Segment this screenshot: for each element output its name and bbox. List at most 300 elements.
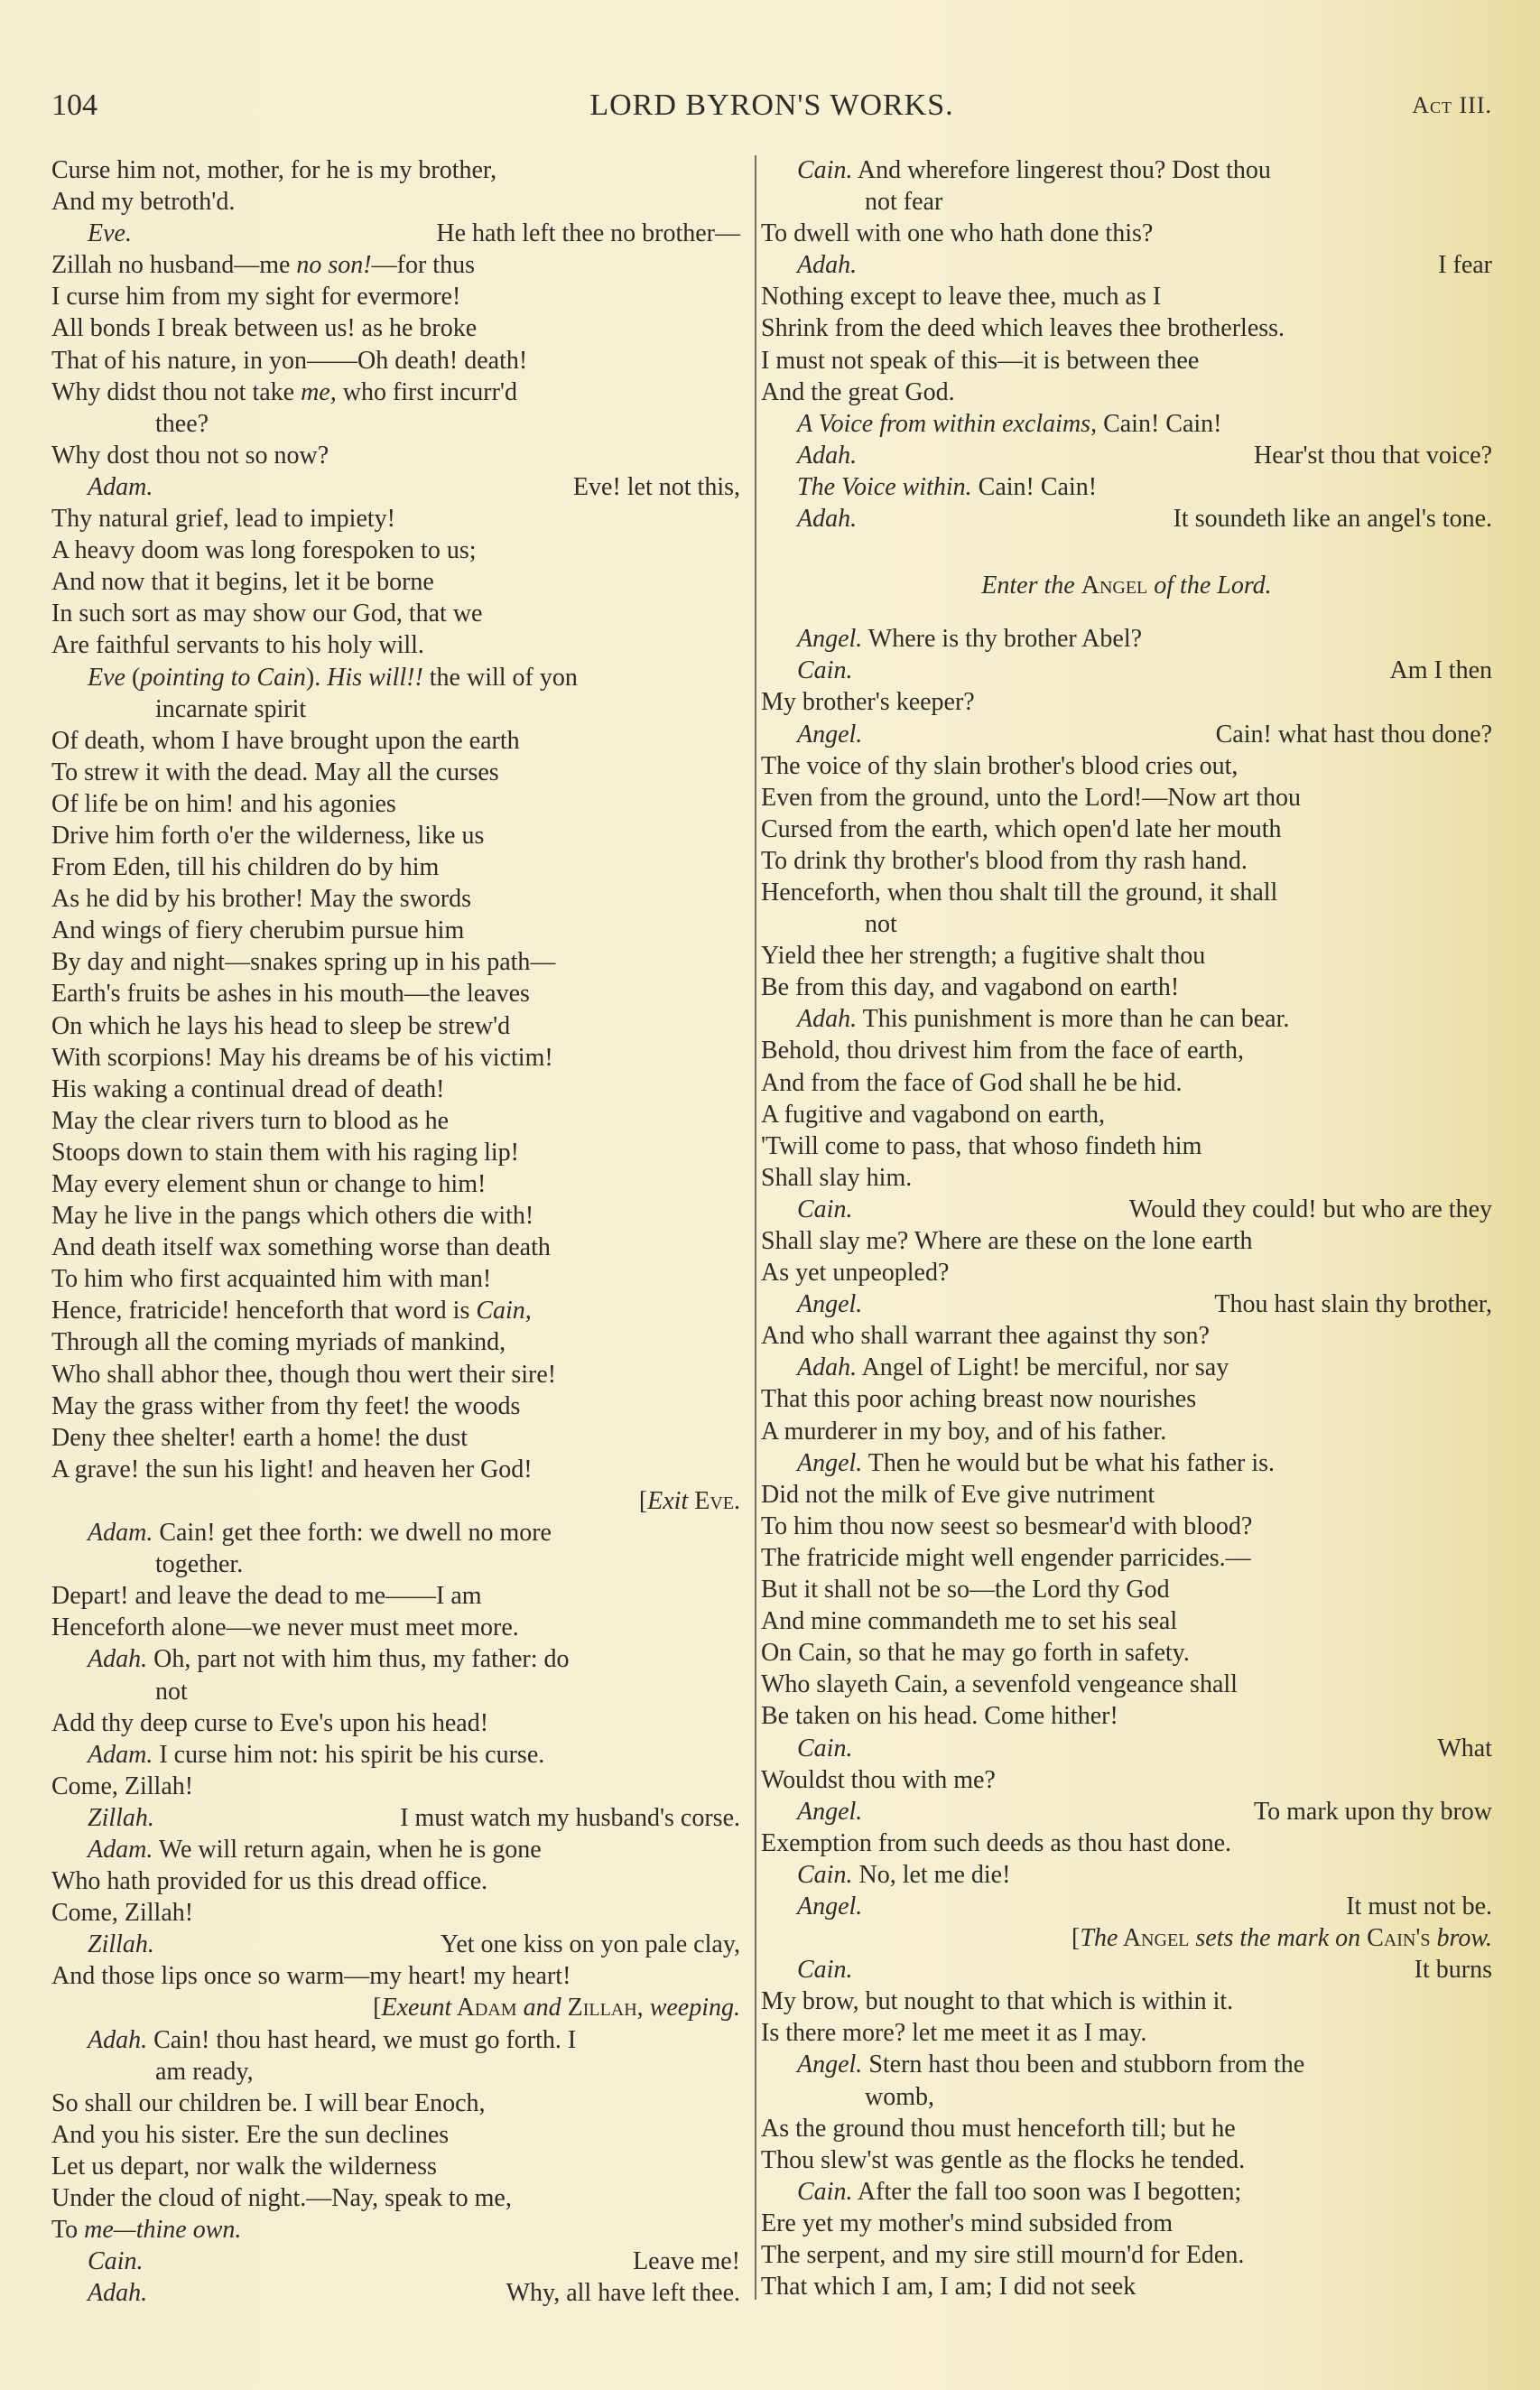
verse-line xyxy=(761,940,1492,972)
text-segment: Would they could! but who are they xyxy=(1128,1195,1492,1223)
text-segment: So shall our children be. I will bear Enoch, xyxy=(51,2088,486,2117)
text-segment: We will return again, when he is gone xyxy=(153,1835,542,1864)
verse-line xyxy=(761,1194,1492,1225)
verse-line xyxy=(761,2144,1492,2176)
text-segment: And my betroth'd. xyxy=(51,188,236,217)
verse-line xyxy=(761,2113,1492,2144)
text-segment: I curse him not: his spirit be his curse. xyxy=(153,1740,545,1769)
speech-text xyxy=(400,1802,740,1834)
text-segment: Add thy deep curse to Eve's upon his head! xyxy=(51,1708,489,1737)
text-segment: Cursed from the earth, which open'd late her mouth xyxy=(761,814,1282,843)
verse-line xyxy=(51,1612,740,1643)
text-segment: Cain! thou hast heard, we must go forth. I xyxy=(147,2025,577,2054)
right-column xyxy=(761,154,1492,2302)
verse-line xyxy=(761,1796,1492,1827)
left-column xyxy=(51,154,740,2309)
text-segment: Depart! and leave the dead to me——I am xyxy=(51,1582,482,1611)
verse-line xyxy=(51,2277,740,2309)
text-segment: Come, Zillah! xyxy=(51,1772,194,1800)
verse-line xyxy=(51,1960,740,1992)
text-segment: Exemption from such deeds as thou hast done. xyxy=(761,1828,1232,1857)
text-segment: To xyxy=(51,2216,85,2245)
verse-line xyxy=(51,2214,740,2246)
text-segment: I must watch my husband's corse. xyxy=(400,1803,740,1832)
verse-line xyxy=(51,2119,740,2151)
verse-line xyxy=(51,2024,740,2056)
speaker-name: Angel. xyxy=(797,625,863,654)
text-segment: Enter the xyxy=(981,572,1081,600)
speaker-name: Adam. xyxy=(88,1740,153,1769)
text-segment: On which he lays his head to sleep be strew'd xyxy=(51,1011,511,1040)
verse-line xyxy=(51,1739,740,1771)
verse-line xyxy=(51,2246,740,2277)
verse-line xyxy=(761,623,1492,655)
text-segment: Eve. xyxy=(688,1486,740,1515)
text-segment: Who shall abhor thee, though thou wert their sire! xyxy=(51,1360,557,1389)
verse-line xyxy=(761,2239,1492,2271)
text-segment: That this poor aching breast now nourishes xyxy=(761,1385,1197,1414)
text-segment: am ready, xyxy=(155,2057,254,2086)
verse-line xyxy=(761,1162,1492,1194)
speech-text xyxy=(1438,249,1492,281)
text-segment: —for thus xyxy=(371,251,475,280)
verse-line xyxy=(51,1168,740,1200)
text-segment: Cain! Cain! xyxy=(971,472,1098,501)
stage-direction xyxy=(51,1992,740,2023)
text-segment: This punishment is more than he can bear. xyxy=(857,1005,1290,1034)
verse-line xyxy=(51,1929,740,1960)
verse-line xyxy=(761,750,1492,782)
verse-line xyxy=(761,1067,1492,1099)
text-segment: By day and night—snakes spring up in his path— xyxy=(51,948,556,977)
text-segment: And the great God. xyxy=(761,377,955,406)
text-segment: And who shall warrant thee against thy son? xyxy=(761,1322,1210,1351)
text-segment: I must not speak of this—it is between thee xyxy=(761,346,1200,375)
text-segment: Thy natural grief, lead to impiety! xyxy=(51,505,395,534)
text-segment: All bonds I break between us! as he broke xyxy=(51,314,478,343)
verse-line xyxy=(761,655,1492,686)
text-segment: Of death, whom I have brought upon the earth xyxy=(51,726,520,755)
section-label: Act III. xyxy=(1412,92,1492,118)
text-segment: and xyxy=(523,1994,561,2023)
text-segment: Why dost thou not so now? xyxy=(51,441,329,470)
speaker-name: Cain. xyxy=(797,156,853,184)
text-segment: Under the cloud of night.—Nay, speak to me, xyxy=(51,2184,512,2212)
text-segment: To drink thy brother's blood from thy rash hand. xyxy=(761,846,1248,875)
text-segment: It must not be. xyxy=(1346,1892,1492,1920)
text-segment: And from the face of God shall he be hid. xyxy=(761,1068,1183,1097)
text-segment: As he did by his brother! May the swords xyxy=(51,885,472,914)
text-segment: sets the mark on xyxy=(1195,1924,1361,1953)
text-segment: The voice of thy slain brother's blood cries out, xyxy=(761,751,1238,780)
verse-line xyxy=(761,1985,1492,2017)
speech-text xyxy=(1254,440,1492,471)
verse-line xyxy=(51,725,740,757)
verse-line xyxy=(51,757,740,788)
text-segment: Eve! let not this, xyxy=(572,472,740,501)
verse-line xyxy=(761,1827,1492,1859)
text-segment: Adam xyxy=(451,1994,524,2023)
verse-line xyxy=(51,1074,740,1105)
verse-line xyxy=(761,877,1492,908)
speech-text xyxy=(1216,719,1492,750)
verse-line xyxy=(51,1517,740,1548)
text-segment: He hath left thee no brother— xyxy=(436,219,740,248)
text-segment: the will of yon xyxy=(422,663,578,692)
text-segment: Where is thy brother Abel? xyxy=(862,625,1143,654)
text-segment: No, let me die! xyxy=(852,1860,1011,1889)
text-segment: Through all the coming myriads of mankind, xyxy=(51,1328,506,1357)
verse-line xyxy=(761,1605,1492,1637)
speaker-name: Cain. xyxy=(797,1956,853,1985)
text-segment: Hear'st thou that voice? xyxy=(1254,441,1492,470)
text-segment: What xyxy=(1437,1734,1492,1762)
text-segment: As the ground thou must henceforth till; but he xyxy=(761,2114,1236,2143)
verse-line xyxy=(51,566,740,598)
text-segment: Yet one kiss on yon pale clay, xyxy=(440,1930,740,1959)
text-segment: Am I then xyxy=(1389,656,1492,685)
text-segment: of the Lord. xyxy=(1147,572,1272,600)
verse-line xyxy=(761,1130,1492,1162)
verse-line xyxy=(761,1764,1492,1796)
text-segment: together. xyxy=(155,1550,244,1579)
verse-line xyxy=(761,2081,1492,2113)
verse-line xyxy=(51,377,740,408)
speaker-name: Adah. xyxy=(797,1005,858,1034)
text-segment: The serpent, and my sire still mourn'd for Eden. xyxy=(761,2241,1245,2269)
verse-line xyxy=(51,2151,740,2182)
speaker-name: Adah. xyxy=(797,441,858,470)
verse-line xyxy=(51,693,740,725)
text-segment: womb, xyxy=(865,2082,934,2111)
speaker-name: Cain. xyxy=(797,2177,853,2206)
speaker-name: Cain. xyxy=(797,656,853,685)
verse-line xyxy=(761,154,1492,186)
text-segment: Henceforth alone—we never must meet more. xyxy=(51,1613,519,1642)
verse-line xyxy=(761,2271,1492,2302)
text-segment: Why didst thou not take xyxy=(51,377,302,406)
verse-line xyxy=(51,1105,740,1137)
speaker-name: Adah. xyxy=(88,1645,148,1674)
verse-line xyxy=(51,345,740,377)
text-segment: That which I am, I am; I did not seek xyxy=(761,2273,1136,2302)
speaker-name: Cain. xyxy=(88,2247,144,2276)
running-header xyxy=(51,88,1492,128)
text-segment: Be taken on his head. Come hither! xyxy=(761,1702,1118,1731)
speaker-name: Adah. xyxy=(797,1353,858,1382)
text-segment: And wherefore lingerest thou? Dost thou xyxy=(852,156,1271,184)
verse-line xyxy=(51,2182,740,2214)
speaker-name: Eve. xyxy=(88,219,132,248)
text-segment: no son! xyxy=(296,251,372,280)
verse-line xyxy=(761,218,1492,249)
text-segment: That of his nature, in yon——Oh death! death! xyxy=(51,346,528,375)
text-segment: May he live in the pangs which others die with! xyxy=(51,1202,534,1231)
verse-line xyxy=(51,1707,740,1739)
text-segment: Cain's xyxy=(1360,1924,1437,1953)
verse-line xyxy=(51,1865,740,1897)
verse-line xyxy=(761,1859,1492,1891)
verse-line xyxy=(761,1003,1492,1035)
text-segment: And you his sister. Ere the sun declines xyxy=(51,2120,450,2149)
stage-direction xyxy=(761,570,1492,601)
text-segment: me, xyxy=(301,377,337,406)
speaker-name: Angel. xyxy=(797,1448,863,1477)
text-segment: not xyxy=(155,1677,188,1706)
text-segment: Did not the milk of Eve give nutriment xyxy=(761,1480,1155,1509)
text-segment: thee? xyxy=(155,409,209,438)
text-segment: Hence, fratricide! henceforth that word is xyxy=(51,1297,477,1325)
verse-line xyxy=(51,883,740,915)
text-segment: incarnate spirit xyxy=(155,694,307,723)
verse-line xyxy=(51,1137,740,1168)
speaker-name: Angel. xyxy=(797,1290,863,1319)
verse-line xyxy=(51,1010,740,1042)
text-segment: Cain! Cain! xyxy=(1097,409,1222,438)
verse-line xyxy=(761,1954,1492,1985)
verse-line xyxy=(51,1580,740,1612)
speaker-name: Cain. xyxy=(797,1195,853,1223)
verse-line xyxy=(761,281,1492,312)
verse-line xyxy=(51,2056,740,2088)
verse-line xyxy=(51,1295,740,1326)
text-segment: Angel xyxy=(1081,572,1148,600)
verse-line xyxy=(761,1733,1492,1764)
speaker-name: Adam. xyxy=(88,1835,153,1864)
text-segment: Of life be on him! and his agonies xyxy=(51,789,396,818)
text-segment: Exit xyxy=(647,1486,689,1515)
verse-line xyxy=(51,218,740,249)
text-segment: not fear xyxy=(865,188,943,217)
text-segment: Yield thee her strength; a fugitive shalt thou xyxy=(761,942,1206,971)
text-segment: Curse him not, mother, for he is my brother, xyxy=(51,156,497,184)
text-segment: Zillah, xyxy=(561,1994,650,2023)
verse-line xyxy=(761,408,1492,440)
text-segment: As yet unpeopled? xyxy=(761,1259,950,1288)
text-segment: With scorpions! May his dreams be of his victim! xyxy=(51,1043,553,1072)
verse-line xyxy=(51,978,740,1009)
text-segment: My brother's keeper? xyxy=(761,688,975,717)
verse-line xyxy=(761,719,1492,750)
verse-line xyxy=(51,946,740,978)
verse-line xyxy=(51,503,740,535)
speech-text xyxy=(573,471,740,503)
text-segment: Even from the ground, unto the Lord!—Now art thou xyxy=(761,783,1301,812)
verse-line xyxy=(761,845,1492,877)
speech-text xyxy=(1254,1796,1492,1827)
text-segment: The xyxy=(1080,1924,1118,1953)
verse-line xyxy=(761,249,1492,281)
text-segment: I fear xyxy=(1438,251,1492,280)
speech-text xyxy=(1346,1891,1492,1922)
speaker-name: Adam. xyxy=(88,472,153,501)
text-segment: And wings of fiery cherubim pursue him xyxy=(51,916,465,945)
verse-line xyxy=(761,2208,1492,2239)
verse-line xyxy=(761,471,1492,503)
text-segment: Shall slay me? Where are these on the lone earth xyxy=(761,1227,1253,1255)
verse-line xyxy=(761,1700,1492,1732)
text-segment: A heavy doom was long forespoken to us; xyxy=(51,536,477,565)
speech-text xyxy=(1174,503,1492,535)
verse-line xyxy=(51,1548,740,1580)
stage-direction xyxy=(761,1922,1492,1954)
verse-line xyxy=(51,154,740,186)
text-segment: His will!! xyxy=(327,663,423,692)
text-segment: Stern hast thou been and stubborn from the xyxy=(862,2051,1305,2079)
verse-line xyxy=(761,908,1492,940)
text-segment: who first incurr'd xyxy=(336,377,517,406)
verse-line xyxy=(51,788,740,820)
verse-line xyxy=(761,1637,1492,1669)
speech-text xyxy=(633,2246,740,2277)
verse-line xyxy=(761,1669,1492,1700)
verse-line xyxy=(51,662,740,693)
text-segment: But it shall not be so—the Lord thy God xyxy=(761,1576,1170,1604)
verse-line xyxy=(761,1225,1492,1257)
verse-line xyxy=(51,1263,740,1295)
verse-line xyxy=(51,186,740,218)
text-segment: Zillah no husband—me xyxy=(51,251,297,280)
verse-line xyxy=(761,312,1492,344)
speaker-name: Adam. xyxy=(88,1519,153,1548)
speaker-name: Adah. xyxy=(797,251,858,280)
page-number: 104 xyxy=(51,88,97,122)
text-segment: A murderer in my boy, and of his father. xyxy=(761,1417,1167,1446)
text-segment: Cain! get thee forth: we dwell no more xyxy=(153,1519,552,1548)
verse-line xyxy=(761,972,1492,1003)
speaker-name: Cain. xyxy=(797,1734,853,1762)
verse-line xyxy=(761,345,1492,377)
verse-line xyxy=(761,782,1492,814)
speaker-name: Angel. xyxy=(797,2051,863,2079)
verse-line xyxy=(761,686,1492,718)
text-segment: Cain, xyxy=(476,1297,532,1325)
verse-line xyxy=(761,186,1492,218)
text-segment: The fratricide might well engender parricides.— xyxy=(761,1543,1251,1572)
text-segment: And mine commandeth me to set his seal xyxy=(761,1607,1178,1636)
running-title: LORD BYRON'S WORKS. xyxy=(589,88,954,122)
text-segment: Nothing except to leave thee, much as I xyxy=(761,283,1162,312)
speaker-name: A Voice from within exclaims, xyxy=(797,409,1098,438)
verse-line xyxy=(761,814,1492,845)
text-segment: Earth's fruits be ashes in his mouth—the leaves xyxy=(51,980,530,1009)
text-segment: It soundeth like an angel's tone. xyxy=(1173,505,1492,534)
text-segment: Exeunt xyxy=(381,1994,452,2023)
text-segment: Then he would but be what his father is. xyxy=(862,1448,1276,1477)
verse-line xyxy=(51,408,740,440)
verse-line xyxy=(51,249,740,281)
verse-line xyxy=(51,1422,740,1454)
text-segment: To him thou now seest so besmear'd with blood? xyxy=(761,1511,1253,1540)
verse-line xyxy=(51,629,740,661)
verse-line xyxy=(51,1802,740,1834)
speech-text xyxy=(441,1929,740,1960)
text-segment: me—thine own. xyxy=(84,2216,242,2245)
text-segment: not xyxy=(865,910,897,939)
text-segment: A fugitive and vagabond on earth, xyxy=(761,1100,1106,1129)
speaker-name: Adah. xyxy=(88,2279,148,2308)
speaker-name: Eve xyxy=(88,663,125,692)
speaker-name: Zillah. xyxy=(88,1803,154,1832)
verse-line xyxy=(51,1232,740,1263)
verse-line xyxy=(761,1447,1492,1479)
verse-line xyxy=(761,1416,1492,1447)
column-divider xyxy=(755,155,756,2300)
speech-text xyxy=(1389,655,1492,686)
verse-line xyxy=(51,312,740,344)
verse-line xyxy=(761,2049,1492,2080)
verse-line xyxy=(51,1042,740,1074)
text-segment: Angel of Light! be merciful, nor say xyxy=(857,1353,1229,1382)
text-segment: brow. xyxy=(1436,1924,1492,1953)
text-segment: And death itself wax something worse than death xyxy=(51,1233,551,1262)
verse-line xyxy=(51,281,740,312)
text-segment: Henceforth, when thou shalt till the ground, it shall xyxy=(761,878,1278,907)
verse-line xyxy=(761,1288,1492,1320)
text-segment: Angel xyxy=(1118,1924,1196,1953)
text-segment: May the clear rivers turn to blood as he xyxy=(51,1106,450,1135)
text-segment: Thou hast slain thy brother, xyxy=(1214,1290,1492,1319)
text-segment: It burns xyxy=(1414,1956,1492,1985)
text-segment: May every element shun or change to him! xyxy=(51,1170,487,1198)
verse-line xyxy=(51,1643,740,1675)
verse-line xyxy=(761,2176,1492,2208)
verse-line xyxy=(761,1320,1492,1352)
text-segment: Oh, part not with him thus, my father: do xyxy=(147,1645,570,1674)
text-segment: [ xyxy=(373,1994,382,2023)
verse-line xyxy=(761,440,1492,471)
verse-line xyxy=(761,1891,1492,1922)
text-segment: Come, Zillah! xyxy=(51,1899,194,1928)
text-segment: Be from this day, and vagabond on earth! xyxy=(761,973,1180,1002)
stage-direction xyxy=(51,1485,740,1517)
verse-line xyxy=(51,535,740,566)
text-segment: And now that it begins, let it be borne xyxy=(51,568,434,597)
text-segment: Deny thee shelter! earth a home! the dust xyxy=(51,1423,468,1452)
speech-text xyxy=(1437,1733,1492,1764)
verse-line xyxy=(51,2088,740,2119)
speaker-name: Angel. xyxy=(797,720,863,749)
text-segment: And those lips once so warm—my heart! my heart! xyxy=(51,1962,571,1991)
text-segment: Why, all have left thee. xyxy=(506,2279,740,2308)
text-segment: [ xyxy=(1072,1924,1081,1953)
speaker-name: Angel. xyxy=(797,1797,863,1826)
speaker-name: Adah. xyxy=(797,505,858,534)
text-segment: A grave! the sun his light! and heaven her God! xyxy=(51,1455,533,1483)
text-segment: In such sort as may show our God, that we xyxy=(51,600,483,628)
verse-line xyxy=(51,598,740,629)
speech-text xyxy=(1129,1194,1492,1225)
verse-line xyxy=(51,820,740,851)
text-segment: Cain! what hast thou done? xyxy=(1215,720,1492,749)
verse-line xyxy=(761,1352,1492,1383)
text-segment: ). xyxy=(305,663,328,692)
text-segment: Thou slew'st was gentle as the flocks he tended. xyxy=(761,2145,1246,2174)
text-segment: Drive him forth o'er the wilderness, like us xyxy=(51,821,485,850)
verse-line xyxy=(51,1676,740,1707)
speech-text xyxy=(436,218,740,249)
verse-line xyxy=(51,1359,740,1390)
text-segment: I curse him from my sight for evermore! xyxy=(51,283,461,312)
verse-line xyxy=(51,471,740,503)
verse-line xyxy=(51,851,740,883)
verse-line xyxy=(51,1200,740,1232)
verse-line xyxy=(761,2017,1492,2049)
text-segment: Who hath provided for us this dread office. xyxy=(51,1867,488,1896)
text-segment: To mark upon thy brow xyxy=(1253,1797,1492,1826)
text-segment: Stoops down to stain them with his raging lip! xyxy=(51,1138,519,1167)
speaker-name: Angel. xyxy=(797,1892,863,1920)
